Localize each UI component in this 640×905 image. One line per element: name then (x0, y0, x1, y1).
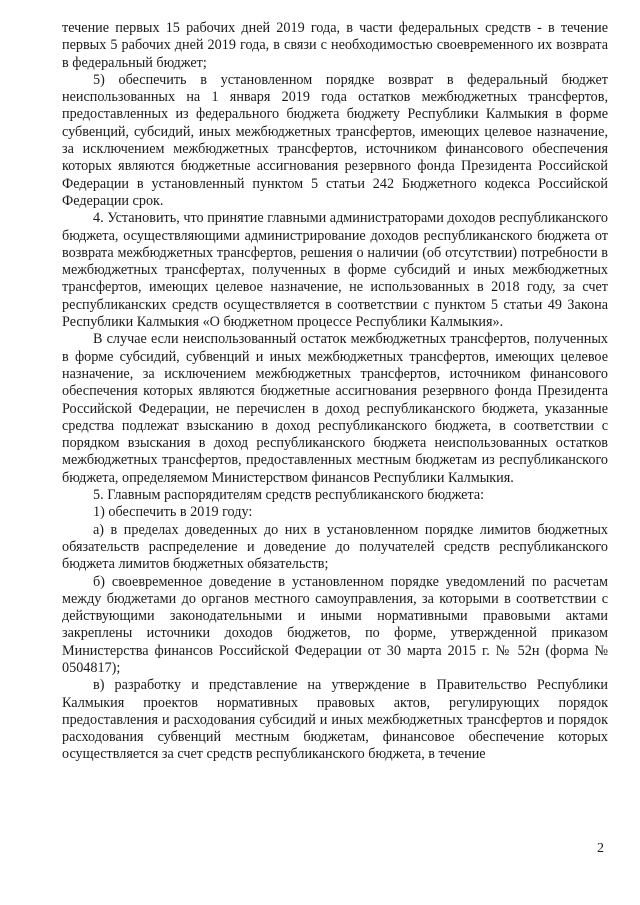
paragraph-item-5-return-transfers: 5) обеспечить в установленном порядке возврат в федеральный бюджет неиспользованных на 1 января 2019 года остатков межбюджетных трансфертов, предоставленных из федерального бюджета бюджету Республики Калмыкия в форме субвенций, субсидий, иных межбюджетных трансфертов, имеющих целевое назначение, за исключением межбюджетных трансфертов, источником финансового обеспечения которых являются бюджетные ассигнования резервного фонда Президента Российской Федерации в установленный пунктом 5 статьи 242 Бюджетного кодекса Российской Федерации срок. (62, 71, 608, 209)
paragraph-item-a: а) в пределах доведенных до них в установленном порядке лимитов бюджетных обязательств распределение и доведение до получателей средств республиканского бюджета лимитов бюджетных обязательств; (62, 521, 608, 573)
paragraph-item-1: 1) обеспечить в 2019 году: (93, 504, 253, 521)
paragraph-item-b: б) своевременное доведение в установленном порядке уведомлений по расчетам между бюджетами до органов местного самоуправления, за которыми в соответствии с действующими законодательными и иными нормативными правовыми актами закреплены источники доходов бюджетов, по форме, утвержденной приказом Министерства финансов Российской Федерации от 30 марта 2015 г. № 52н (форма № 0504817); (62, 573, 608, 676)
paragraph-section-4: 4. Установить, что принятие главными администраторами доходов республиканского бюджета, осуществляющими администрирование доходов республиканского бюджета от возврата межбюджетных трансфертов, решения о наличии (об отсутствии) потребности в межбюджетных трансфертах, полученных в форме субсидий и иных межбюджетных трансфертов, имеющих целевое назначение, не использованных в 2018 году, за счет республиканских средств осуществляется в соответствии с пунктом 5 статьи 49 Закона Республики Калмыкия «О бюджетном процессе Республики Калмыкия». (62, 210, 608, 331)
page-number: 2 (597, 841, 604, 856)
paragraph-section-5: 5. Главным распорядителям средств республиканского бюджета: (93, 487, 485, 504)
document-body (62, 20, 608, 764)
paragraph-item-v: в) разработку и представление на утверждение в Правительство Республики Калмыкия проектов нормативных правовых актов, регулирующих порядок предоставления и расходования субсидий и иных межбюджетных трансфертов и порядок расходования субвенций местным бюджетам, финансовое обеспечение которых осуществляется за счет средств республиканского бюджета, в течение (62, 677, 608, 763)
paragraph-continuation: течение первых 15 рабочих дней 2019 года, в части федеральных средств - в течение первых 5 рабочих дней 2019 года, в связи с необходимостью своевременного их возврата в федеральный бюджет; (62, 20, 608, 71)
paragraph-unused-balance: В случае если неиспользованный остаток межбюджетных трансфертов, полученных в форме субсидий, субвенций и иных межбюджетных трансфертов, имеющих целевое назначение, за исключением межбюджетных трансфертов, источником финансового обеспечения которых являются бюджетные ассигнования резервного фонда Президента Российской Федерации, не перечислен в доход республиканского бюджета, указанные средства подлежат взысканию в доход республиканского бюджета, в соответствии с порядком взыскания в доход республиканского бюджета неиспользованных остатков межбюджетных трансфертов, предоставленных местным бюджетам из республиканского бюджета, определяемом Министерством финансов Республики Калмыкия. (62, 331, 608, 486)
